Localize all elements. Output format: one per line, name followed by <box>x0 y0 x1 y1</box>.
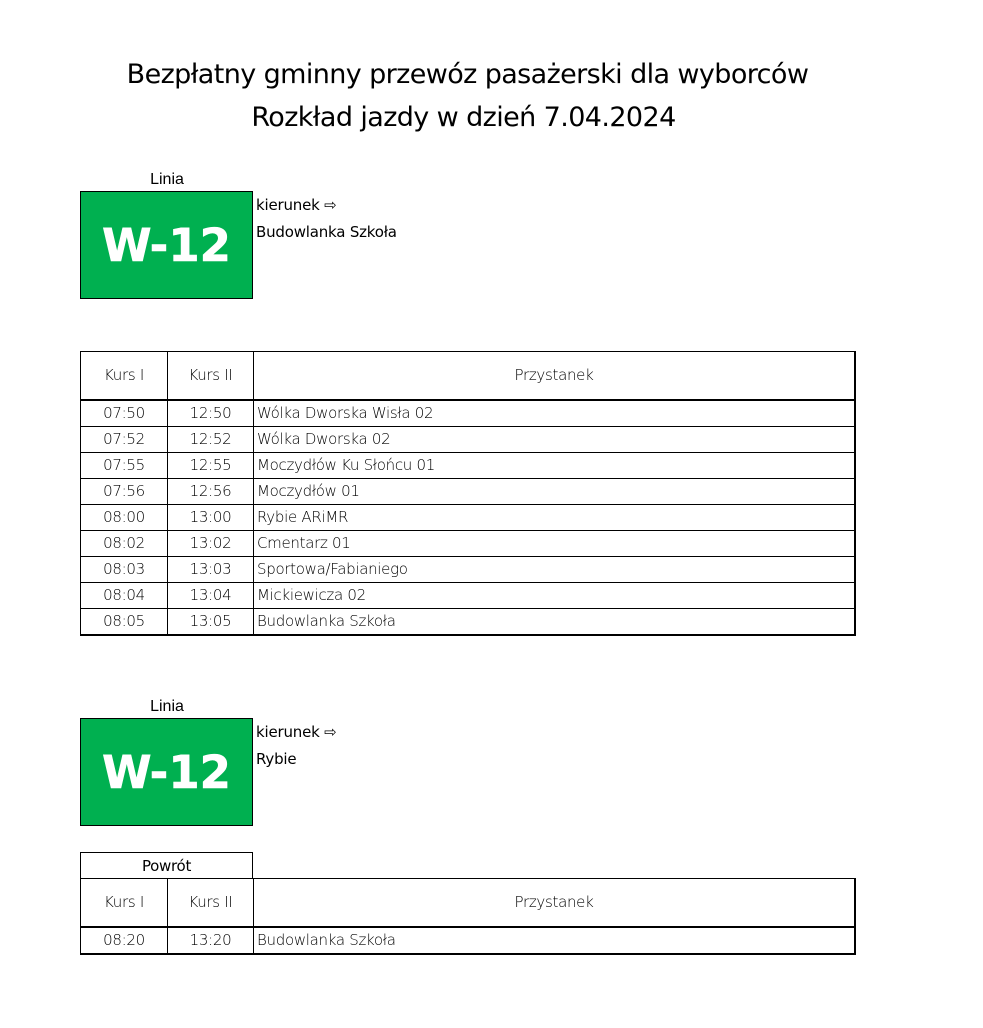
linia-label: Linia <box>150 171 184 188</box>
line-code: W-12 <box>102 218 231 272</box>
cell-kurs2: 13:20 <box>168 927 254 954</box>
cell-kurs2: 13:02 <box>168 531 254 557</box>
direction-destination: Budowlanka Szkoła <box>256 223 397 241</box>
cell-stop: Mickiewicza 02 <box>254 583 856 609</box>
header-kurs1: Kurs I <box>81 352 168 401</box>
powrot-label: Powrót <box>80 852 253 879</box>
linia-label: Linia <box>150 698 184 715</box>
header-kurs2: Kurs II <box>168 352 254 401</box>
page-title-line1: Bezpłatny gminny przewóz pasażerski dla wyborców <box>126 59 809 90</box>
table-header-row <box>81 879 856 928</box>
table-row <box>81 453 856 479</box>
table-header-row <box>81 352 856 401</box>
line-badge <box>80 718 253 826</box>
table-row <box>81 609 856 636</box>
header-kurs1: Kurs I <box>81 879 168 928</box>
page-title-line2: Rozkład jazdy w dzień 7.04.2024 <box>251 102 676 133</box>
direction-label: kierunek ⇨ <box>256 723 337 741</box>
cell-kurs1: 08:02 <box>81 531 168 557</box>
cell-kurs1: 07:52 <box>81 427 168 453</box>
table-row <box>81 427 856 453</box>
cell-stop: Cmentarz 01 <box>254 531 856 557</box>
direction-destination: Rybie <box>256 750 297 768</box>
header-stop: Przystanek <box>254 352 856 401</box>
cell-stop: Budowlanka Szkoła <box>254 927 856 954</box>
table-row <box>81 479 856 505</box>
table-row <box>81 400 856 427</box>
cell-kurs1: 07:56 <box>81 479 168 505</box>
cell-kurs2: 13:05 <box>168 609 254 636</box>
cell-stop: Budowlanka Szkoła <box>254 609 856 636</box>
direction-label: kierunek ⇨ <box>256 196 337 214</box>
cell-kurs2: 12:55 <box>168 453 254 479</box>
cell-kurs2: 13:04 <box>168 583 254 609</box>
cell-kurs1: 08:05 <box>81 609 168 636</box>
cell-stop: Moczydłów Ku Słońcu 01 <box>254 453 856 479</box>
header-stop: Przystanek <box>254 879 856 928</box>
header-kurs2: Kurs II <box>168 879 254 928</box>
cell-stop: Moczydłów 01 <box>254 479 856 505</box>
cell-kurs2: 12:52 <box>168 427 254 453</box>
table-row <box>81 927 856 954</box>
cell-stop: Wólka Dworska 02 <box>254 427 856 453</box>
timetable <box>80 351 856 636</box>
table-row <box>81 557 856 583</box>
cell-kurs1: 08:00 <box>81 505 168 531</box>
cell-kurs1: 08:03 <box>81 557 168 583</box>
cell-kurs1: 07:50 <box>81 400 168 427</box>
cell-stop: Sportowa/Fabianiego <box>254 557 856 583</box>
cell-kurs1: 08:20 <box>81 927 168 954</box>
table-row <box>81 531 856 557</box>
cell-kurs2: 13:00 <box>168 505 254 531</box>
cell-kurs2: 12:50 <box>168 400 254 427</box>
cell-kurs2: 13:03 <box>168 557 254 583</box>
cell-kurs2: 12:56 <box>168 479 254 505</box>
timetable-return <box>80 878 856 955</box>
cell-kurs1: 08:04 <box>81 583 168 609</box>
line-code: W-12 <box>102 745 231 799</box>
table-row <box>81 583 856 609</box>
cell-stop: Rybie ARiMR <box>254 505 856 531</box>
line-badge <box>80 191 253 299</box>
table-row <box>81 505 856 531</box>
cell-stop: Wólka Dworska Wisła 02 <box>254 400 856 427</box>
cell-kurs1: 07:55 <box>81 453 168 479</box>
